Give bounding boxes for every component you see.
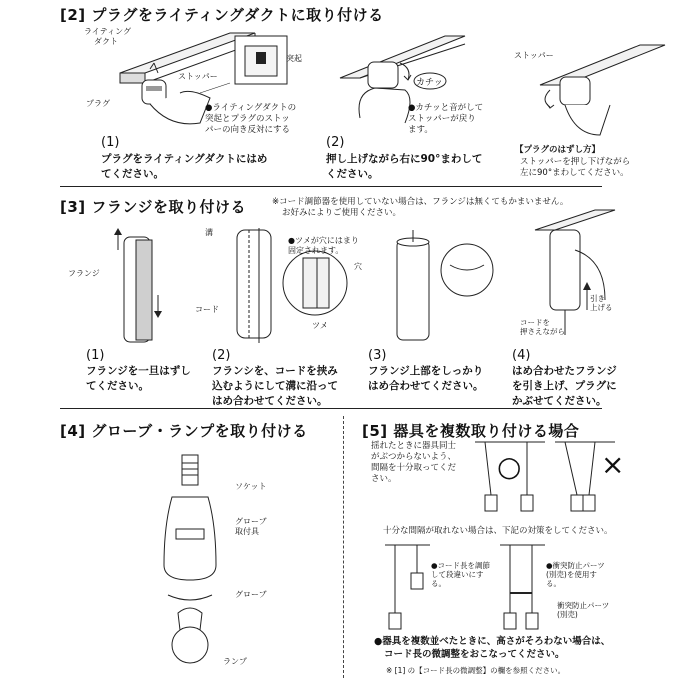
globe-label: グローブ: [235, 590, 267, 599]
socket-label: ソケット: [235, 482, 267, 491]
flange-raise-illustration: [535, 210, 620, 335]
sec2-step2-text: 押し上げながら右に90°まわして ください。: [326, 153, 483, 180]
plug-label: プラグ: [86, 99, 110, 108]
sec3-step2-num: (2): [212, 348, 231, 363]
section4-heading: [4] グローブ・ランプを取り付ける: [60, 422, 308, 440]
sec5-intro: 揺れたときに器具同士 がぶつからないよう、 間隔を十分取ってくだ さい。: [371, 441, 457, 484]
option-bumper: ●衝突防止パーツ (別売)を使用す る。: [546, 561, 605, 588]
pull-up-label: 引き 上げる: [590, 294, 613, 312]
section3-heading: [3] フランジを取り付ける: [60, 198, 246, 216]
vertical-divider: [343, 416, 345, 678]
sec3-step4-num: (4): [512, 348, 531, 363]
insufficient-note: 十分な間隔が取れない場合は、下記の対策をしてください。: [383, 526, 613, 536]
sec3-step4-text: はめ合わせたフランジ を引き上げ、プラグに かぶせてください。: [512, 365, 617, 407]
hole-label: 穴: [354, 262, 362, 271]
globe-lamp-illustration: [150, 455, 230, 670]
sec2-step1-text: プラグをライティングダクトにはめ てください。: [101, 153, 268, 180]
option-staggered: ●コード長を調節 して段違いにす る。: [431, 561, 491, 588]
globe-fixture-label: グローブ 取付具: [235, 517, 267, 536]
staggered-height-illustration: [385, 543, 430, 633]
sec3-step3-text: フランジ上部をしっかり はめ合わせてください。: [368, 365, 484, 392]
cord-hold-label: コードを 押さえながら: [520, 318, 565, 336]
cord-label: コード: [195, 305, 219, 314]
stopper-label-1: ストッパー: [178, 72, 218, 81]
lamp-label: ランプ: [223, 657, 247, 666]
bump-label: 突起: [286, 54, 302, 63]
bumper-part-label: 衝突防止パーツ (別売): [557, 601, 610, 619]
divider-1: [60, 186, 602, 187]
section2-heading: [2] プラグをライティングダクトに取り付ける: [60, 6, 384, 24]
note-click: ●カチッと音がして ストッパーが戻り ます。: [408, 103, 484, 135]
sec3-step1-text: フランジを一旦はずし てください。: [86, 365, 191, 392]
section5-heading: [5] 器具を複数取り付ける場合: [362, 422, 580, 440]
claw-label: ツメ: [312, 321, 328, 330]
claw-note: ●ツメが穴にはまり 固定されます。: [288, 236, 359, 255]
note-duct-orientation: ●ライティングダクトの 突起とプラグのストッ パーの向き反対にする: [205, 103, 297, 135]
remove-title: 【プラグのはずし方】: [515, 145, 601, 155]
sec2-step1-num: (1): [101, 135, 120, 150]
click-sound-label: カチッ: [416, 78, 443, 88]
sec2-step2-num: (2): [326, 135, 345, 150]
groove-label: 溝: [205, 228, 213, 237]
height-note: ●器具を複数並べたときに、高さがそろわない場合は、 コード長の微調整をおこなってください。: [374, 636, 611, 660]
flange-top-illustration: [392, 230, 502, 345]
flange-label: フランジ: [68, 269, 100, 278]
sec3-step3-num: (3): [368, 348, 387, 363]
flange-remove-illustration: [110, 225, 170, 350]
divider-2: [60, 408, 602, 409]
sec3-note: ※コード調節器を使用していない場合は、フランジは無くてもかまいません。 お好みによりご使用ください。: [272, 197, 569, 218]
ok-mark: ○: [497, 450, 522, 483]
sec3-step2-text: フランシを、コードを挟み 込むようにして溝に沿って はめ合わせてください。: [212, 365, 338, 407]
bumper-part-illustration: [500, 543, 545, 633]
sec3-step1-num: (1): [86, 348, 105, 363]
stopper-label-3: ストッパー: [514, 51, 554, 60]
reference-note: ※ [1] の【コード長の微調整】の欄を参照ください。: [386, 666, 566, 675]
ng-mark: ×: [601, 448, 625, 481]
duct-label: ライティング ダクト: [84, 27, 131, 46]
remove-text: ストッパーを押し下げながら 左に90°まわしてください。: [520, 157, 631, 178]
